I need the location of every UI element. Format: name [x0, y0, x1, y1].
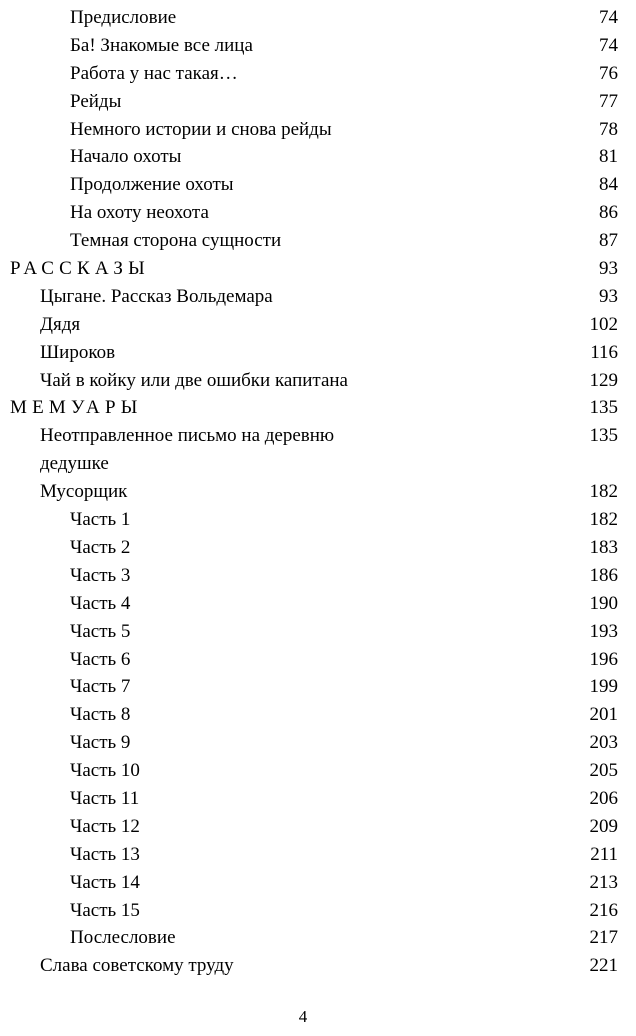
toc-entry-title: Дядя	[40, 313, 81, 335]
toc-entry[interactable]	[0, 422, 636, 478]
toc-entry-title: Часть 15	[70, 899, 140, 921]
toc-entry-page: 74	[599, 34, 618, 56]
toc-entry-page: 78	[599, 118, 618, 140]
toc-entry[interactable]	[0, 757, 636, 785]
toc-entry[interactable]	[0, 227, 636, 255]
toc-entry-title: Часть 13	[70, 843, 140, 865]
toc-entry[interactable]	[0, 534, 636, 562]
page-number: 4	[298, 1007, 308, 1026]
toc-entry-title: Часть 12	[70, 815, 140, 837]
toc-entry-title: Часть 1	[70, 509, 131, 531]
toc-entry-page: 217	[589, 927, 618, 949]
toc-entry-title: На охоту неохота	[70, 202, 209, 224]
toc-entry[interactable]	[0, 952, 636, 980]
toc-entry[interactable]	[0, 618, 636, 646]
toc-entry-title: Рейды	[70, 90, 122, 112]
toc-entry-page: 135	[589, 425, 618, 447]
toc-entry[interactable]	[0, 367, 636, 395]
toc-entry[interactable]	[0, 924, 636, 952]
toc-entry[interactable]	[0, 841, 636, 869]
toc-entry[interactable]	[0, 813, 636, 841]
toc-entry[interactable]	[0, 339, 636, 367]
toc-entry[interactable]	[0, 283, 636, 311]
toc-entry-page: 186	[589, 564, 618, 586]
toc-entry-page: 84	[599, 174, 618, 196]
toc-entry-title: Часть 7	[70, 676, 131, 698]
toc-entry-page: 76	[599, 62, 618, 84]
toc-entry-page: 182	[589, 481, 618, 503]
toc-entry-page: 116	[590, 341, 618, 363]
toc-entry-page: 193	[589, 620, 618, 642]
toc-entry-page: 201	[589, 704, 618, 726]
toc-entry[interactable]	[0, 171, 636, 199]
toc-section[interactable]	[0, 394, 636, 422]
toc-entry-page: 211	[590, 843, 618, 865]
toc-entry-page: 102	[589, 313, 618, 335]
toc-entry-page: 213	[589, 871, 618, 893]
toc-entry-title: Работа у нас такая…	[70, 62, 238, 84]
toc-entry-title: Послесловие	[70, 927, 176, 949]
toc-entry-title: Мусорщик	[40, 481, 128, 503]
toc-entry-title: Начало охоты	[70, 146, 182, 168]
toc-entry-page: 203	[589, 732, 618, 754]
toc-entry-page: 129	[589, 369, 618, 391]
toc-entry[interactable]	[0, 60, 636, 88]
toc-entry-title: Немного истории и снова рейды	[70, 118, 332, 140]
toc-entry-page: 93	[599, 258, 618, 280]
toc-entry-page: 190	[589, 592, 618, 614]
toc-entry-title: Цыгане. Рассказ Вольдемара	[40, 285, 273, 307]
toc-entry[interactable]	[0, 199, 636, 227]
toc-entry-title: Широков	[40, 341, 116, 363]
toc-entry[interactable]	[0, 701, 636, 729]
toc-entry-title: Часть 5	[70, 620, 131, 642]
toc-entry-page: 81	[599, 146, 618, 168]
toc-entry-page: 196	[589, 648, 618, 670]
toc-entry-title: Часть 9	[70, 732, 131, 754]
toc-entry-title: Часть 3	[70, 564, 131, 586]
toc-entry-page: 87	[599, 230, 618, 252]
toc-entry-page: 135	[589, 397, 618, 419]
toc-entry-page: 86	[599, 202, 618, 224]
toc-entry[interactable]	[0, 673, 636, 701]
toc-entry[interactable]	[0, 4, 636, 32]
toc-entry[interactable]	[0, 562, 636, 590]
toc-section[interactable]	[0, 255, 636, 283]
toc-entry[interactable]	[0, 869, 636, 897]
toc-entry-title: Чай в койку или две ошибки капитана	[40, 369, 348, 391]
toc-entry-page: 205	[589, 760, 618, 782]
toc-entry-title: Часть 6	[70, 648, 131, 670]
toc-entry-title: Слава советскому труду	[40, 955, 234, 977]
toc-entry[interactable]	[0, 897, 636, 925]
toc-entry[interactable]	[0, 32, 636, 60]
toc-entry-title: Часть 8	[70, 704, 131, 726]
toc-entry-title: Часть 14	[70, 871, 140, 893]
toc-section-title: МЕМУАРЫ	[10, 397, 143, 419]
table-of-contents	[0, 4, 636, 980]
toc-entry[interactable]	[0, 785, 636, 813]
toc-entry[interactable]	[0, 116, 636, 144]
toc-entry-title: Часть 11	[70, 787, 140, 809]
toc-entry-title: Часть 2	[70, 536, 131, 558]
toc-entry-title: Часть 10	[70, 760, 140, 782]
toc-entry[interactable]	[0, 88, 636, 116]
toc-entry-title: Ба! Знакомые все лица	[70, 34, 253, 56]
toc-entry-page: 206	[589, 787, 618, 809]
toc-entry[interactable]	[0, 646, 636, 674]
toc-entry-title: Предисловие	[70, 7, 177, 28]
toc-entry-title: Часть 4	[70, 592, 131, 614]
toc-entry[interactable]	[0, 311, 636, 339]
toc-entry-page: 74	[599, 7, 618, 28]
toc-entry-title: Продолжение охоты	[70, 174, 234, 196]
toc-entry-page: 93	[599, 285, 618, 307]
toc-entry[interactable]	[0, 729, 636, 757]
toc-entry-page: 183	[589, 536, 618, 558]
toc-entry[interactable]	[0, 478, 636, 506]
toc-entry[interactable]	[0, 143, 636, 171]
toc-entry-title: Неотправленное письмо на деревню дедушке	[40, 425, 335, 475]
toc-entry-page: 209	[589, 815, 618, 837]
toc-entry-page: 77	[599, 90, 618, 112]
toc-entry-page: 221	[589, 955, 618, 977]
toc-entry-title: Темная сторона сущности	[70, 230, 282, 252]
toc-entry-page: 199	[589, 676, 618, 698]
toc-entry[interactable]	[0, 590, 636, 618]
toc-entry-page: 216	[589, 899, 618, 921]
toc-entry[interactable]	[0, 506, 636, 534]
toc-entry-page: 182	[589, 509, 618, 531]
toc-section-title: РАССКАЗЫ	[10, 258, 150, 280]
